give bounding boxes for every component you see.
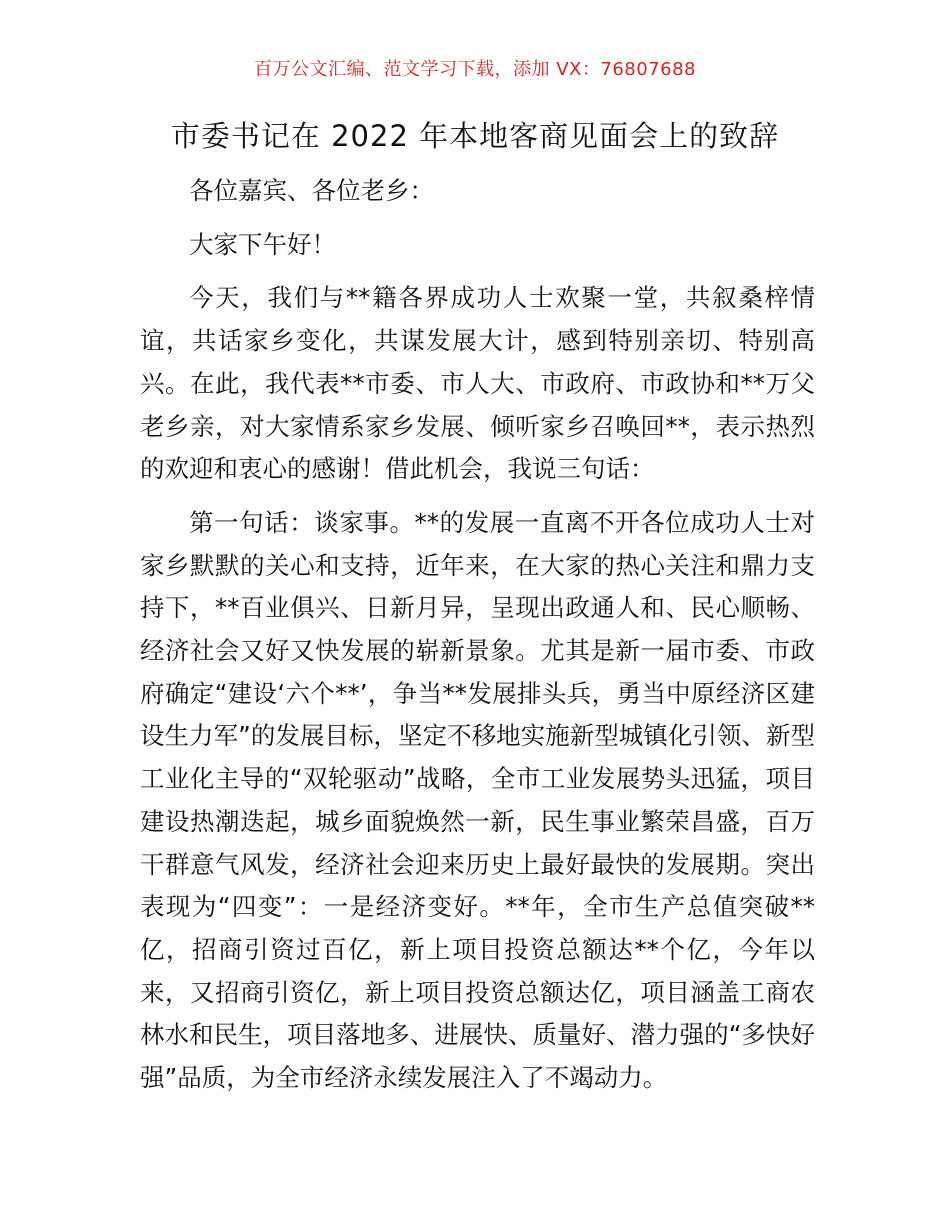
page-title: 市委书记在 2022 年本地客商见面会上的致辞 [170,119,780,153]
watermark-header: 百万公文汇编、范文学习下载，添加 VX：76807688 [254,59,696,80]
greeting: 大家下午好！ [189,229,336,259]
salutation: 各位嘉宾、各位老乡： [189,176,434,205]
paragraph-intro: 今天，我们与**籍各界成功人士欢聚一堂，共叙桑梓情谊，共话家乡变化，共谋发展大计，感到特别亲切、特别高兴。在此，我代表**市委、市人大、市政府、市政协和**万父老乡亲，对大家情系家乡发展、倾听家乡召唤回**，表示热烈的欢迎和衷心的感谢！借此机会，我说三句话： [140,283,815,484]
document-body [140,170,815,1111]
paragraph-first-point: 第一句话：谈家事。**的发展一直离不开各位成功人士对家乡默默的关心和支持，近年来，在大家的热心关注和鼎力支持下，**百业俱兴、日新月异，呈现出政通人和、民心顺畅、经济社会又好又快发展的崭新景象。尤其是新一届市委、市政府确定“建设‘六个**’，争当**发展排头兵，勇当中原经济区建设生力军”的发展目标，坚定不移地实施新型城镇化引领、新型工业化主导的“双轮驱动”战略，全市工业发展势头迅猛，项目建设热潮迭起，城乡面貌焕然一新，民生事业繁荣昌盛，百万干群意气风发，经济社会迎来历史上最好最快的发展期。突出表现为“四变”：一是经济变好。**年，全市生产总值突破**亿，招商引资过百亿，新上项目投资总额达**个亿，今年以来，又招商引资亿，新上项目投资总额达亿，项目涵盖工商农林水和民生，项目落地多、进展快、质量好、潜力强的“多快好强”品质，为全市经济永续发展注入了不竭动力。 [140,507,815,1093]
